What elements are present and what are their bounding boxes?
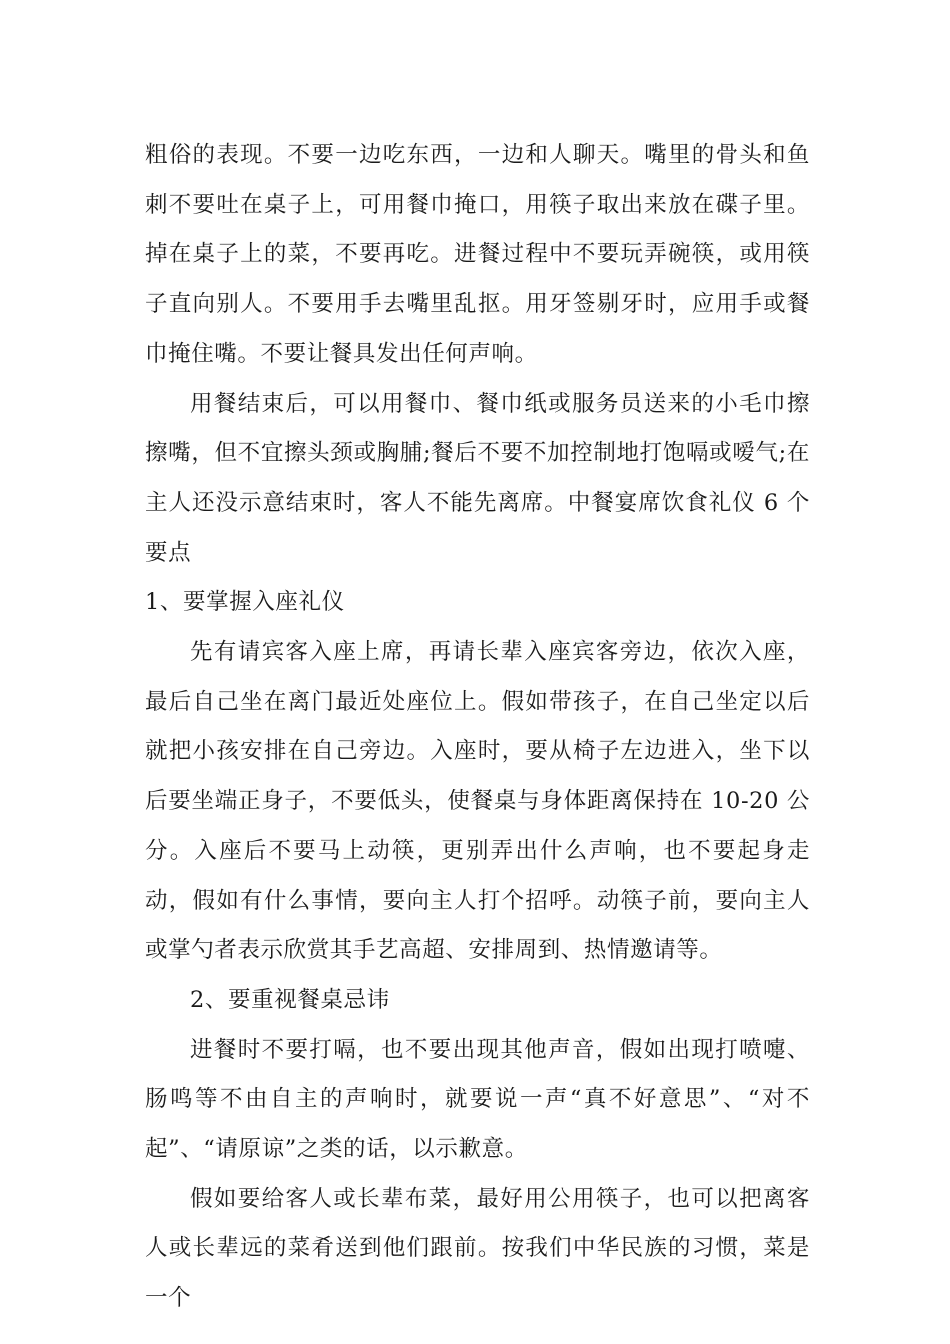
section-heading-1: 1、要掌握入座礼仪 — [145, 589, 345, 616]
paragraph-2: 用餐结束后，可以用餐巾、餐巾纸或服务员送来的小毛巾擦擦嘴，但不宜擦头颈或胸脯;餐后不要不加控制地打饱嗝或嗳气;在主人还没示意结束时，客人不能先离席。中餐宴席饮食礼仪 6 个要点 — [145, 390, 810, 566]
paragraph-5: 假如要给客人或长辈布菜，最好用公用筷子，也可以把离客人或长辈远的菜肴送到他们跟前。按我们中华民族的习惯，菜是一个 — [145, 1185, 810, 1312]
section-heading-2: 2、要重视餐桌忌讳 — [190, 986, 390, 1013]
document-body — [145, 131, 810, 1324]
paragraph-4: 进餐时不要打嗝，也不要出现其他声音，假如出现打喷嚏、肠鸣等不由自主的声响时，就要说一声“真不好意思”、“对不起”、“请原谅”之类的话，以示歉意。 — [145, 1036, 810, 1163]
paragraph-1: 粗俗的表现。不要一边吃东西，一边和人聊天。嘴里的骨头和鱼刺不要吐在桌子上，可用餐巾掩口，用筷子取出来放在碟子里。掉在桌子上的菜，不要再吃。进餐过程中不要玩弄碗筷，或用筷子直向别人。不要用手去嘴里乱抠。用牙签剔牙时，应用手或餐巾掩住嘴。不要让餐具发出任何声响。 — [145, 142, 810, 367]
paragraph-3: 先有请宾客入座上席，再请长辈入座宾客旁边，依次入座，最后自己坐在离门最近处座位上。假如带孩子，在自己坐定以后就把小孩安排在自己旁边。入座时，要从椅子左边进入，坐下以后要坐端正身子，不要低头，使餐桌与身体距离保持在 10-20 公分。入座后不要马上动筷，更别弄出什么声响，也不要起身走动，假如有什么事情，要向主人打个招呼。动筷子前，要向主人或掌勺者表示欣赏其手艺高超、安排周到、热情邀请等。 — [145, 639, 810, 964]
